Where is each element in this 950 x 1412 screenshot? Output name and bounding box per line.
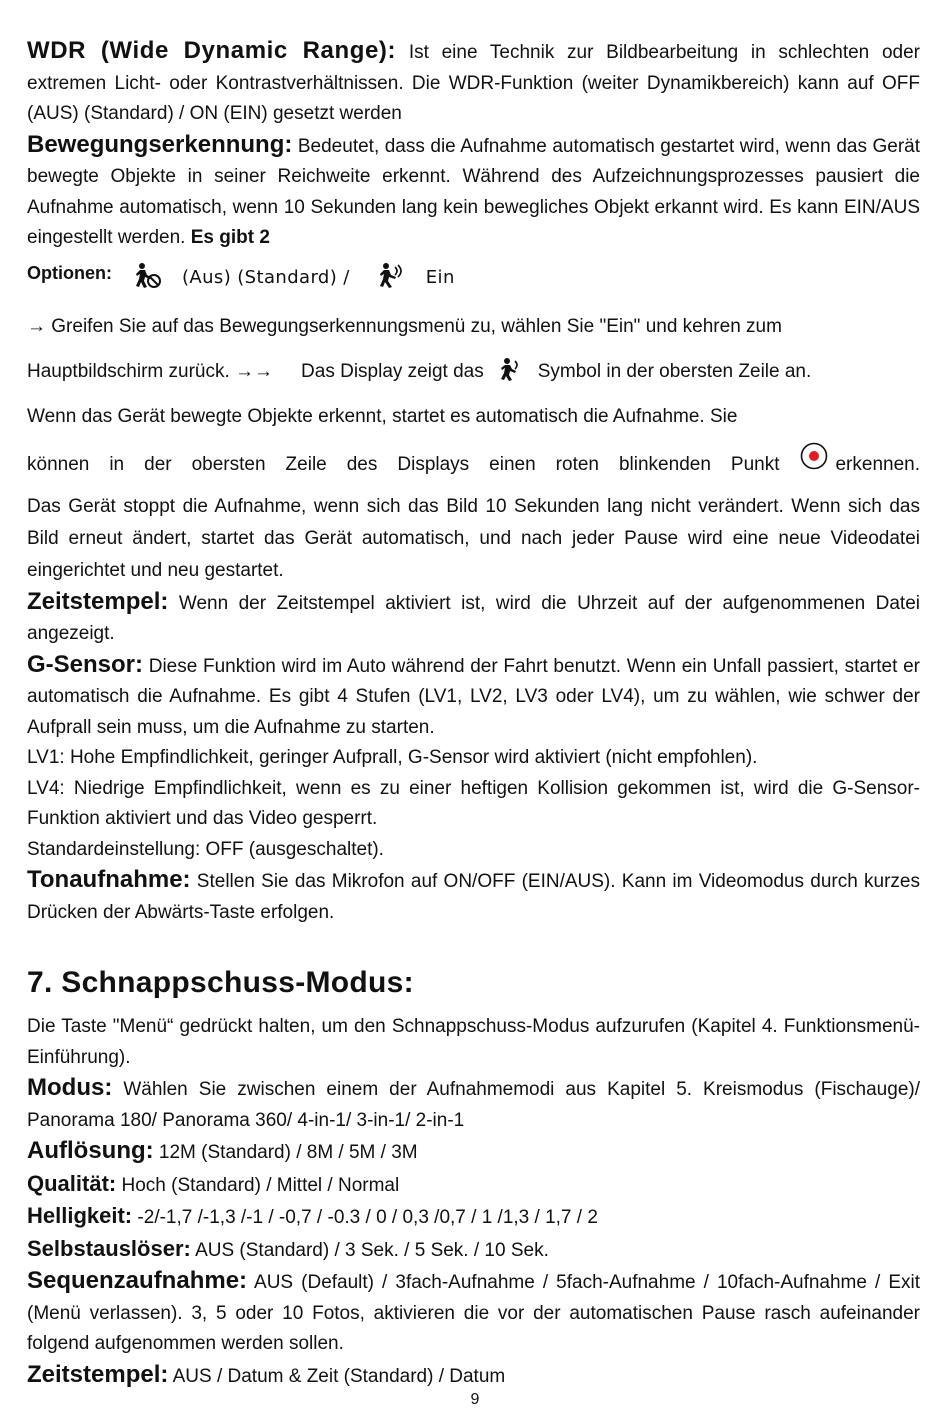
red-record-dot-icon — [799, 441, 829, 477]
motion-step2-line — [27, 356, 920, 388]
motion-title: Bewegungserkennung: — [27, 130, 293, 158]
gsensor-lv1: LV1: Hohe Empfindlichkeit, geringer Aufprall, G-Sensor wird aktiviert (nicht empfohlen). — [27, 747, 758, 768]
audio-paragraph — [27, 865, 920, 928]
sequence-title: Sequenzaufnahme: — [27, 1267, 248, 1294]
sequence-text: AUS (Default) / 3fach-Aufnahme / 5fach-Aufnahme / 10fach-Aufnahme / Exit (Menü verlassen). 3, 5 oder 10 Fotos, aktivieren die vor der automatischen Pause rasch aufeinander folgend aufgenommen werden sollen. — [27, 1272, 920, 1354]
motion-step2-a: Hauptbildschirm zurück. →→ — [27, 361, 274, 382]
gsensor-lv4: LV4: Niedrige Empfindlichkeit, wenn es zu einer heftigen Kollision gekommen ist, wird die G-Sensor-Funktion aktiviert und das Video gesperrt. — [27, 777, 920, 829]
sequence-paragraph — [27, 1266, 920, 1360]
brightness-title: Helligkeit: — [27, 1203, 133, 1228]
section-heading: 7. Schnappschuss-Modus: — [27, 966, 414, 999]
motion-detection-off-icon — [134, 261, 162, 294]
self-timer-text: AUS (Standard) / 3 Sek. / 5 Sek. / 10 Sek. — [190, 1239, 549, 1261]
motion-options-row — [27, 258, 920, 298]
timestamp-text: Wenn der Zeitstempel aktiviert ist, wird die Uhrzeit auf der aufgenommenen Datei angezeigt. — [27, 592, 920, 644]
motion-para2-line2 — [27, 447, 920, 483]
resolution-text: 12M (Standard) / 8M / 5M / 3M — [153, 1142, 418, 1163]
motion-detection-on-icon — [378, 261, 404, 294]
brightness-line — [27, 1201, 920, 1234]
wdr-text: Ist eine Technik zur Bildbearbeitung in schlechten oder extremen Licht- oder Kontrastverhältnissen. Die WDR-Funktion (weiter Dynamikbereich) kann auf OFF (AUS) (Standard) / ON (EIN) gesetzt werden — [27, 42, 920, 124]
motion-text-bold: Es gibt 2 — [190, 227, 270, 248]
motion-para2-line2b: erkennen. — [835, 453, 920, 475]
document-page — [27, 36, 920, 1392]
quality-line — [27, 1169, 920, 1202]
page-number: 9 — [470, 1391, 480, 1408]
audio-text: Stellen Sie das Mikrofon auf ON/OFF (EIN/AUS). Kann im Videomodus durch kurzes Drücken der Abwärts-Taste erfolgen. — [27, 871, 920, 923]
resolution-line — [27, 1136, 920, 1169]
gsensor-paragraph — [27, 650, 920, 744]
wdr-title: WDR (Wide Dynamic Range): — [27, 37, 397, 64]
motion-step2-b: Das Display zeigt das — [301, 361, 484, 382]
motion-para2-rest: Das Gerät stoppt die Aufnahme, wenn sich das Bild 10 Sekunden lang nicht verändert. Wenn sich das Bild erneut ändert, startet das Gerät automatisch, und nach jeder Pause wird eine neue Videodatei eingerichtet und neu gestartet. — [27, 495, 920, 581]
quality-title: Qualität: — [27, 1170, 117, 1196]
motion-para2-line2a: können in der obersten Zeile des Displays einen roten blinkenden Punkt — [27, 453, 780, 475]
gsensor-title: G-Sensor: — [27, 650, 144, 678]
quality-text: Hoch (Standard) / Mittel / Normal — [116, 1174, 400, 1196]
timestamp-title: Zeitstempel: — [27, 587, 169, 615]
options-label: Optionen: — [27, 263, 112, 283]
gsensor-text: Diese Funktion wird im Auto während der Fahrt benutzt. Wenn ein Unfall passiert, startet er automatisch die Aufnahme. Es gibt 4 Stufen (LV1, LV2, LV3 oder LV4), um zu wählen, wie schwer der Aufprall sein muss, um die Aufnahme zu starten. — [27, 655, 920, 738]
self-timer-title: Selbstauslöser: — [27, 1235, 191, 1261]
modus-paragraph — [27, 1073, 920, 1136]
modus-title: Modus: — [27, 1074, 113, 1101]
motion-step2-c: Symbol in der obersten Zeile an. — [537, 361, 812, 382]
wdr-paragraph — [27, 36, 920, 130]
motion-paragraph — [27, 130, 920, 254]
resolution-title: Auflösung: — [27, 1137, 154, 1164]
motion-text: Bedeutet, dass die Aufnahme automatisch gestartet wird, wenn das Gerät bewegte Objekte in seiner Reichweite erkennt. Während des Aufzeichnungsprozesses pausiert die Aufnahme automatisch, wenn 10 Sekunden lang kein bewegliches Objekt erkannt wird. Es kann EIN/AUS eingestellt werden. — [27, 135, 920, 248]
timestamp-paragraph — [27, 587, 920, 650]
motion-step1: → Greifen Sie auf das Bewegungserkennungsmenü zu, wählen Sie "Ein" und kehren zum — [27, 315, 782, 337]
audio-title: Tonaufnahme: — [27, 866, 191, 893]
brightness-text: -2/-1,7 /-1,3 /-1 / -0,7 / -0.3 / 0 / 0,3 /0,7 / 1 /1,3 / 1,7 / 2 — [132, 1207, 598, 1228]
photo-timestamp-line — [27, 1360, 920, 1393]
motion-para2-line1: Wenn das Gerät bewegte Objekte erkennt, startet es automatisch die Aufnahme. Sie — [27, 406, 738, 427]
photo-timestamp-title: Zeitstempel: — [27, 1360, 169, 1388]
section-intro: Die Taste "Menü“ gedrückt halten, um den Schnappschuss-Modus aufzurufen (Kapitel 4. Funktionsmenü-Einführung). — [27, 1016, 920, 1068]
motion-detection-status-icon — [500, 356, 524, 388]
option-off-text: (Aus) (Standard) / — [181, 267, 350, 288]
gsensor-default: Standardeinstellung: OFF (ausgeschaltet). — [27, 838, 384, 860]
option-on-text: Ein — [425, 267, 455, 288]
modus-text: Wählen Sie zwischen einem der Aufnahmemodi aus Kapitel 5. Kreismodus (Fischauge)/ Panorama 180/ Panorama 360/ 4-in-1/ 3-in-1/ 2-in-1 — [27, 1079, 920, 1131]
self-timer-line — [27, 1234, 920, 1267]
photo-timestamp-text: AUS / Datum & Zeit (Standard) / Datum — [168, 1365, 506, 1387]
